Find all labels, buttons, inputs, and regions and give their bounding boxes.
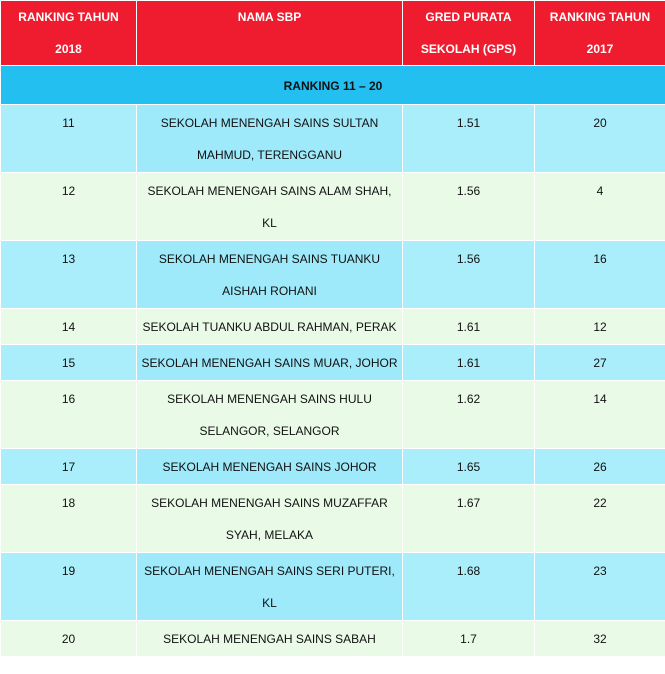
rank-2018-cell: 14 [1, 309, 137, 345]
rank-2018-cell: 16 [1, 381, 137, 449]
table-row [1, 485, 665, 553]
table-row [1, 381, 665, 449]
rank-2018-cell: 18 [1, 485, 137, 553]
table-row [1, 309, 665, 345]
school-name-cell: SEKOLAH MENENGAH SAINS SERI PUTERI, KL [137, 553, 403, 621]
header-nama-sbp: NAMA SBP [137, 1, 403, 66]
school-name-cell: SEKOLAH MENENGAH SAINS MUZAFFAR SYAH, MELAKA [137, 485, 403, 553]
gps-cell: 1.67 [403, 485, 535, 553]
school-name-cell: SEKOLAH MENENGAH SAINS JOHOR [137, 449, 403, 485]
header-gps: GRED PURATA SEKOLAH (GPS) [403, 1, 535, 66]
gps-cell: 1.61 [403, 309, 535, 345]
subheader-label: RANKING 11 – 20 [1, 66, 665, 105]
header-ranking-2018: RANKING TAHUN 2018 [1, 1, 137, 66]
rank-2018-cell: 11 [1, 105, 137, 173]
rank-2017-cell: 32 [535, 621, 665, 657]
rank-2018-cell: 15 [1, 345, 137, 381]
rank-2018-cell: 19 [1, 553, 137, 621]
rank-2017-cell: 22 [535, 485, 665, 553]
rank-2018-cell: 17 [1, 449, 137, 485]
table-row [1, 173, 665, 241]
school-name-cell: SEKOLAH MENENGAH SAINS HULU SELANGOR, SELANGOR [137, 381, 403, 449]
school-name-cell: SEKOLAH MENENGAH SAINS ALAM SHAH, KL [137, 173, 403, 241]
rank-2017-cell: 4 [535, 173, 665, 241]
rank-2018-cell: 20 [1, 621, 137, 657]
rank-2018-cell: 13 [1, 241, 137, 309]
gps-cell: 1.56 [403, 173, 535, 241]
rank-2017-cell: 23 [535, 553, 665, 621]
school-name-cell: SEKOLAH TUANKU ABDUL RAHMAN, PERAK [137, 309, 403, 345]
table-row [1, 553, 665, 621]
rank-2017-cell: 26 [535, 449, 665, 485]
school-name-cell: SEKOLAH MENENGAH SAINS SULTAN MAHMUD, TERENGGANU [137, 105, 403, 173]
table-row [1, 449, 665, 485]
gps-cell: 1.62 [403, 381, 535, 449]
rank-2017-cell: 27 [535, 345, 665, 381]
rank-2017-cell: 14 [535, 381, 665, 449]
table-header-row [1, 1, 665, 66]
school-name-cell: SEKOLAH MENENGAH SAINS TUANKU AISHAH ROHANI [137, 241, 403, 309]
gps-cell: 1.56 [403, 241, 535, 309]
school-name-cell: SEKOLAH MENENGAH SAINS SABAH [137, 621, 403, 657]
table-row [1, 105, 665, 173]
gps-cell: 1.61 [403, 345, 535, 381]
table-row [1, 241, 665, 309]
gps-cell: 1.68 [403, 553, 535, 621]
subheader-row [1, 66, 665, 105]
table-row [1, 621, 665, 657]
rank-2018-cell: 12 [1, 173, 137, 241]
rank-2017-cell: 12 [535, 309, 665, 345]
rank-2017-cell: 16 [535, 241, 665, 309]
school-name-cell: SEKOLAH MENENGAH SAINS MUAR, JOHOR [137, 345, 403, 381]
gps-cell: 1.65 [403, 449, 535, 485]
gps-cell: 1.7 [403, 621, 535, 657]
table-row [1, 345, 665, 381]
rank-2017-cell: 20 [535, 105, 665, 173]
header-ranking-2017: RANKING TAHUN 2017 [535, 1, 665, 66]
gps-cell: 1.51 [403, 105, 535, 173]
